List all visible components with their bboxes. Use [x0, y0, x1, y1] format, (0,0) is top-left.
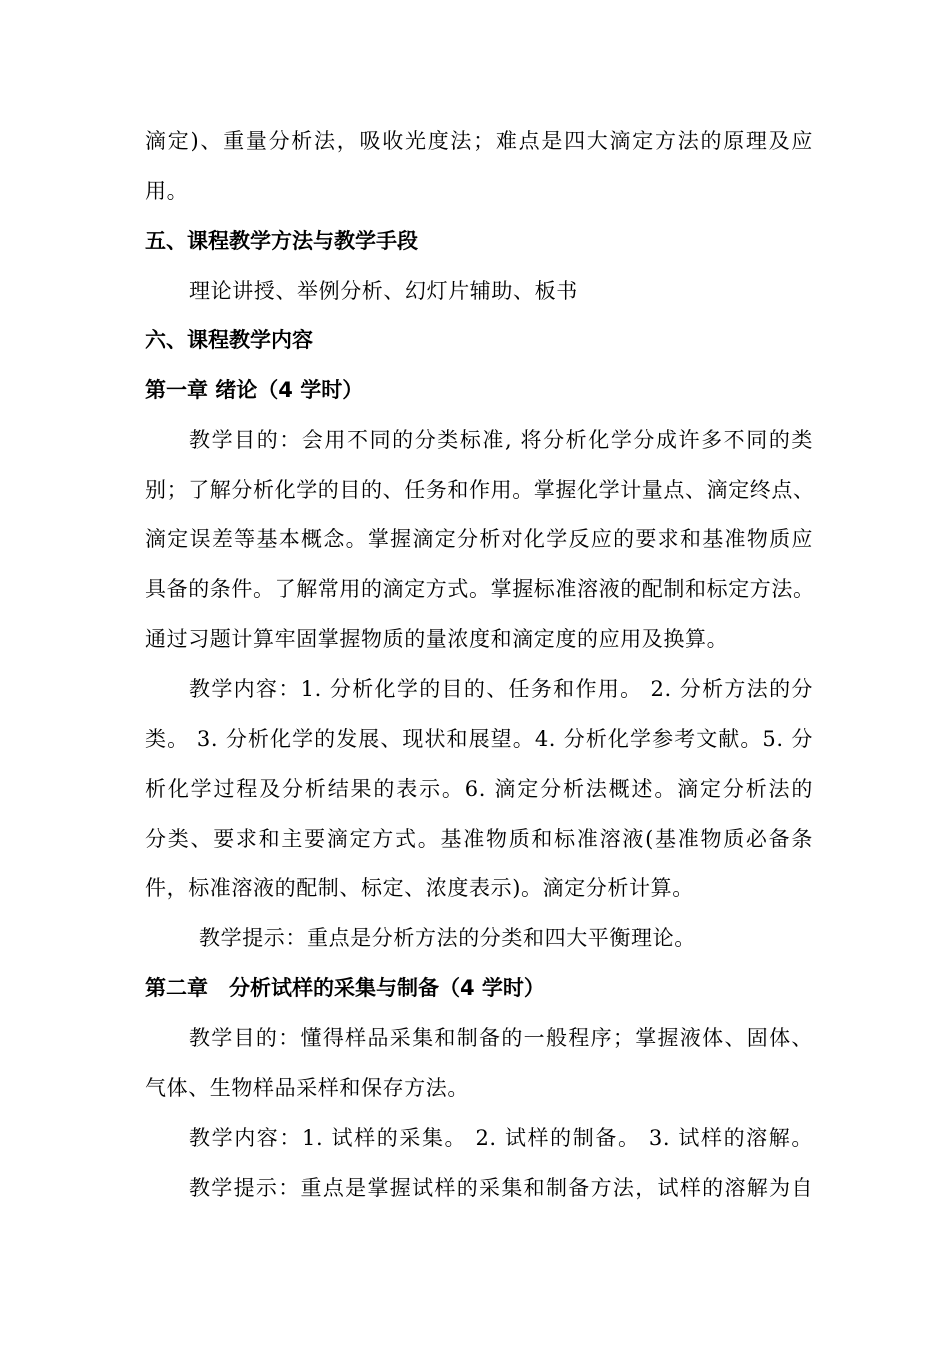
paragraph-line: 教学内容：1. 分析化学的目的、任务和作用。 2. 分析方法的分 [189, 677, 813, 701]
paragraph-line: 类。 3. 分析化学的发展、现状和展望。4. 分析化学参考文献。5. 分 [145, 727, 813, 751]
paragraph-line: 教学目的：懂得样品采集和制备的一般程序；掌握液体、固体、 [189, 1026, 813, 1050]
paragraph-line: 气体、生物样品采样和保存方法。 [145, 1076, 469, 1100]
paragraph-line: 具备的条件。了解常用的滴定方式。掌握标准溶液的配制和标定方法。 [145, 577, 815, 601]
chapter-heading-1: 第一章 绪论（4 学时） [145, 378, 364, 402]
section-heading-5: 五、课程教学方法与教学手段 [145, 229, 418, 253]
paragraph-line: 分类、要求和主要滴定方式。基准物质和标准溶液(基准物质必备条 [145, 827, 813, 851]
chapter-heading-2: 第二章 分析试样的采集与制备（4 学时） [145, 976, 545, 1000]
paragraph-line: 件，标准溶液的配制、标定、浓度表示)。滴定分析计算。 [145, 876, 694, 900]
paragraph-line: 滴定误差等基本概念。掌握滴定分析对化学反应的要求和基准物质应 [145, 527, 813, 551]
paragraph-line: 教学内容：1. 试样的采集。 2. 试样的制备。 3. 试样的溶解。 [189, 1126, 813, 1150]
paragraph-line: 教学提示：重点是分析方法的分类和四大平衡理论。 [199, 926, 696, 950]
paragraph-line: 教学目的：会用不同的分类标准, 将分析化学分成许多不同的类 [189, 428, 813, 452]
section-heading-6: 六、课程教学内容 [145, 328, 313, 352]
paragraph-line: 析化学过程及分析结果的表示。6. 滴定分析法概述。滴定分析法的 [145, 777, 813, 801]
paragraph-line: 别；了解分析化学的目的、任务和作用。掌握化学计量点、滴定终点、 [145, 478, 815, 502]
paragraph-line: 理论讲授、举例分析、幻灯片辅助、板书 [189, 279, 578, 303]
paragraph-line: 教学提示：重点是掌握试样的采集和制备方法，试样的溶解为自 [189, 1176, 813, 1200]
paragraph-line: 通过习题计算牢固掌握物质的量浓度和滴定度的应用及换算。 [145, 627, 729, 651]
paragraph-line: 用。 [145, 179, 189, 203]
paragraph-line: 滴定)、重量分析法，吸收光度法；难点是四大滴定方法的原理及应 [145, 129, 813, 153]
